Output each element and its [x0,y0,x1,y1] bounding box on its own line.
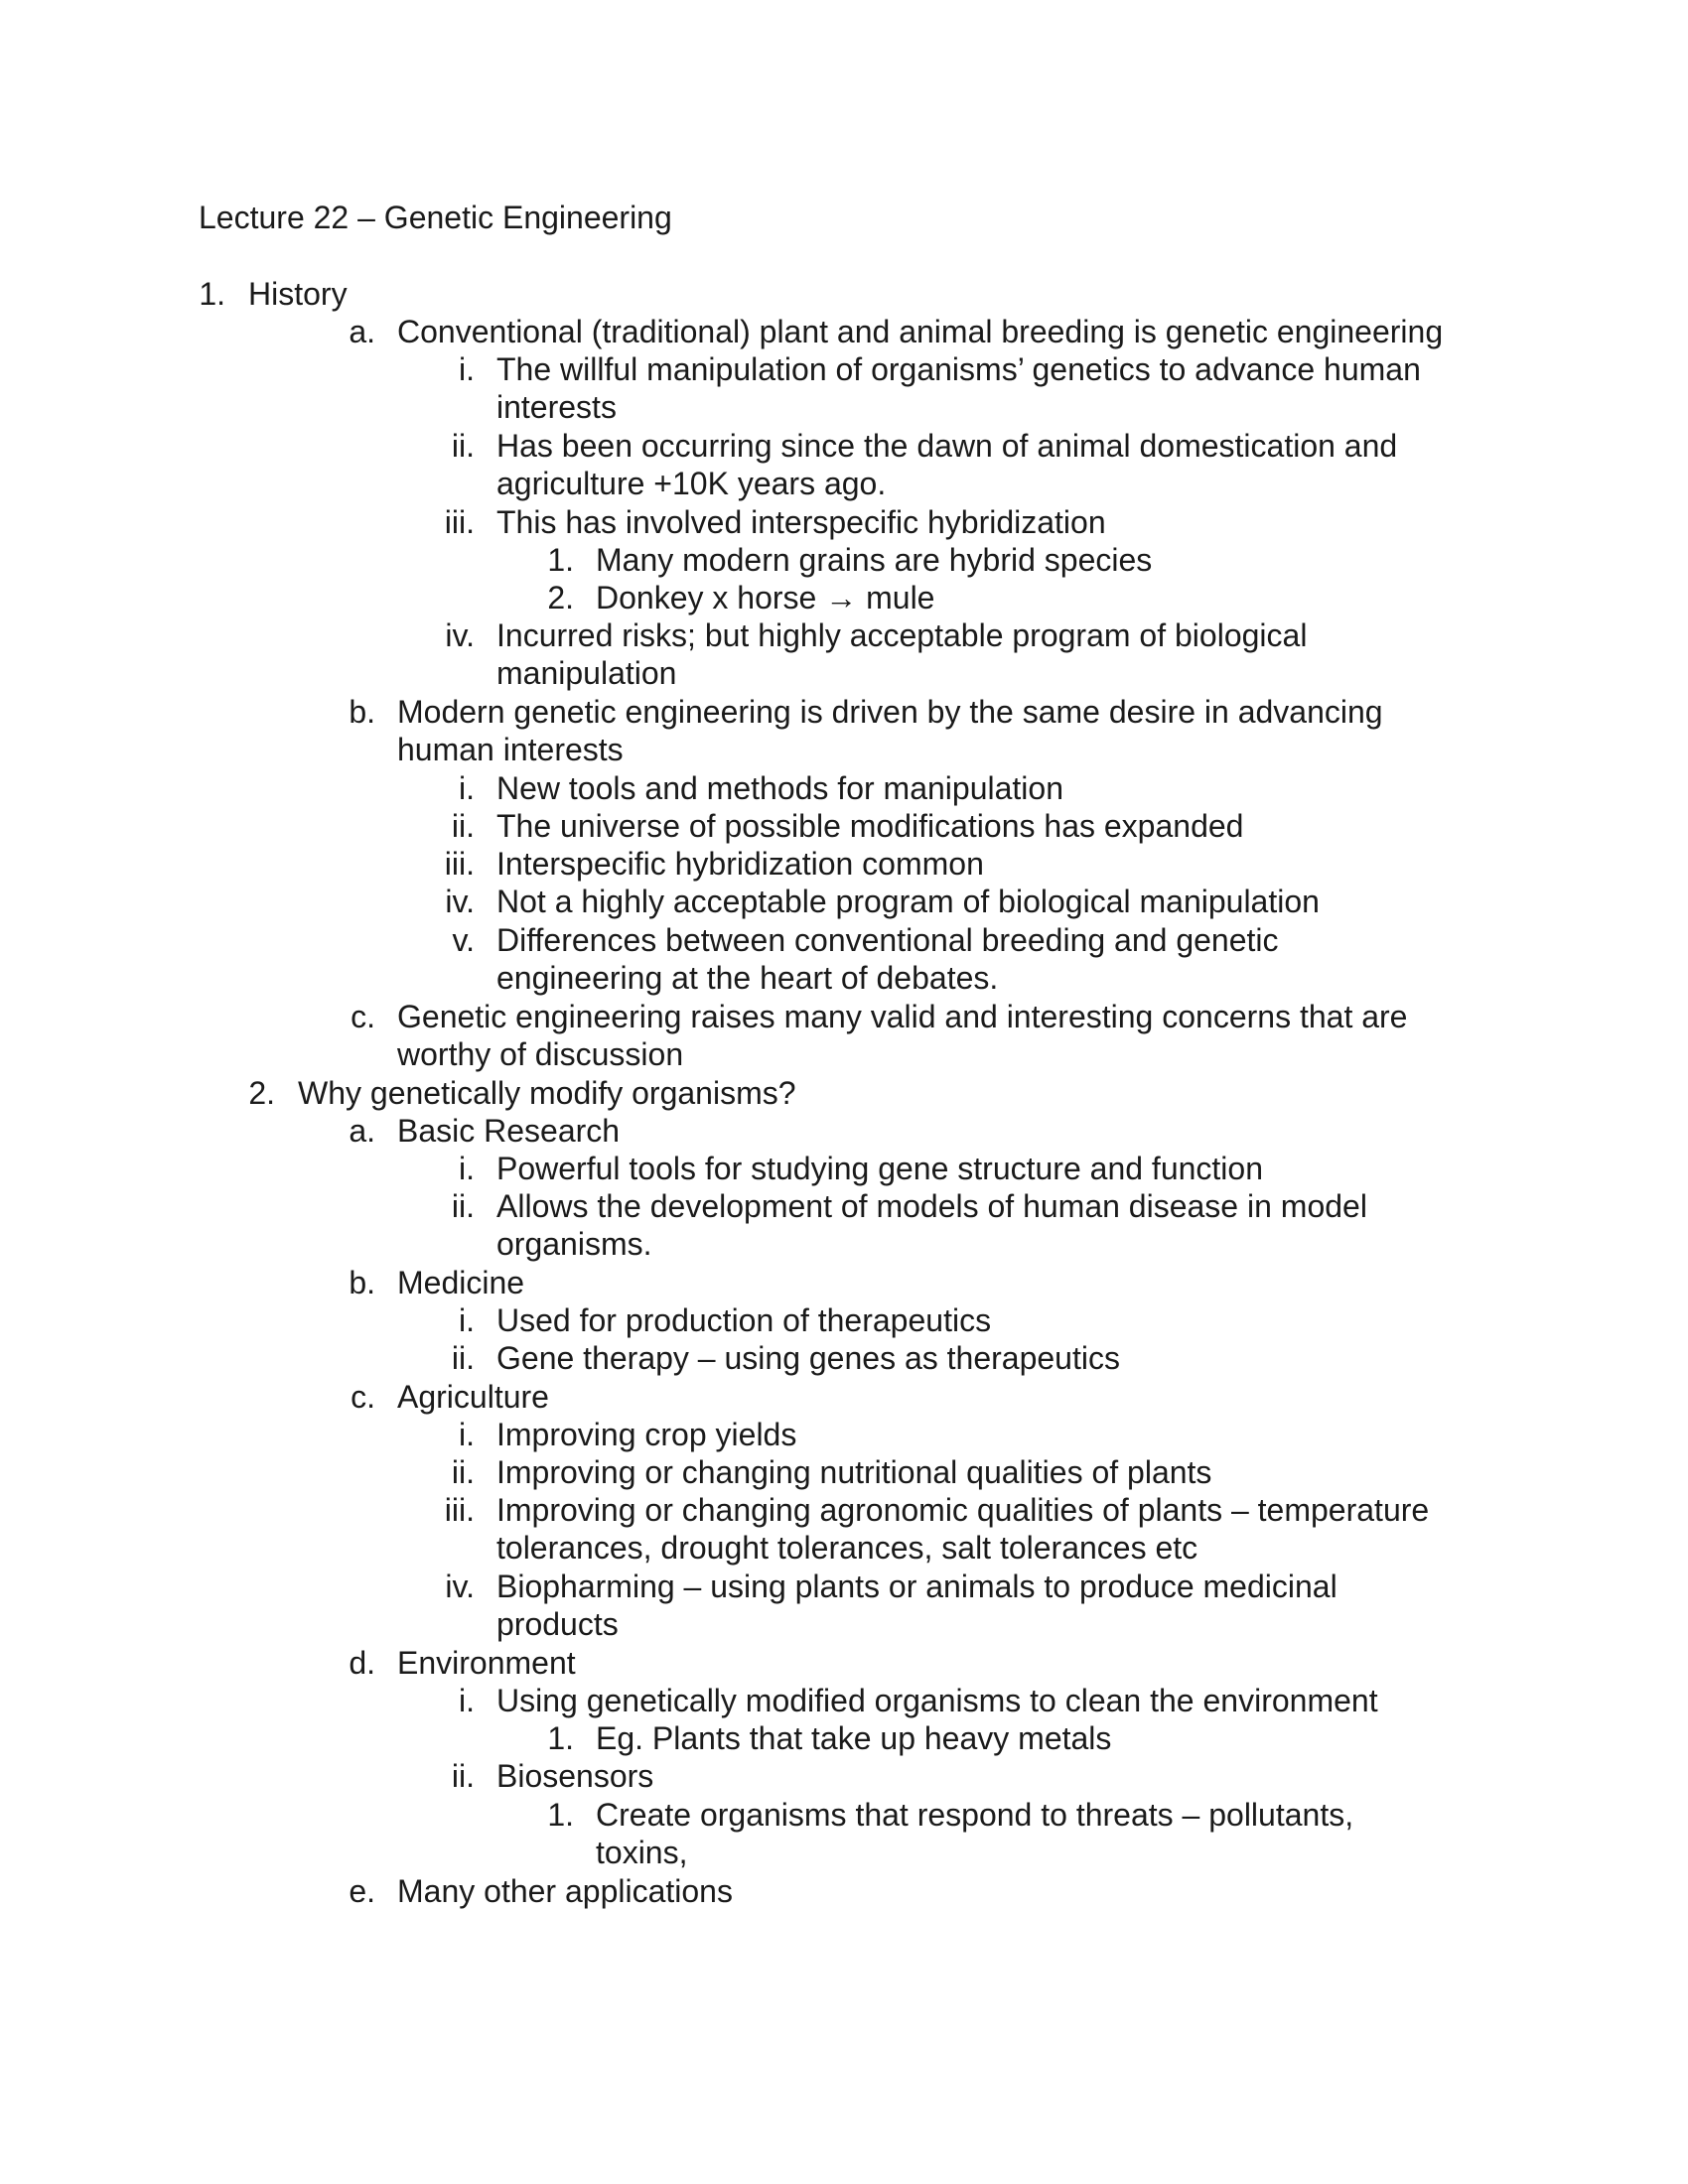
outline-item-text: manipulation [496,655,677,691]
outline-marker: c. [351,1379,375,1415]
outline-marker: ii. [451,808,475,844]
outline-item-text: Create organisms that respond to threats – pollutants, [596,1797,1354,1833]
outline-item-text: Biosensors [496,1758,654,1794]
outline-marker: i. [459,1151,475,1186]
outline-item-text: Why genetically modify organisms? [298,1075,796,1111]
outline-marker: 1. [547,1720,574,1756]
outline-item-text: tolerances, drought tolerances, salt tolerances etc [496,1530,1198,1566]
outline-marker: a. [349,1113,375,1149]
outline-item-text: Medicine [397,1265,525,1300]
outline-marker: iii. [444,1492,475,1528]
outline-marker: ii. [451,1340,475,1376]
outline-marker: i. [459,1302,475,1338]
outline-item-text: Conventional (traditional) plant and animal breeding is genetic engineering [397,314,1444,349]
outline-marker: i. [459,1683,475,1718]
outline-item-text: Genetic engineering raises many valid and interesting concerns that are [397,999,1408,1034]
outline-marker: i. [459,351,475,387]
outline-marker: v. [452,922,475,958]
outline-item-text: human interests [397,732,624,767]
outline-marker: iv. [445,617,475,653]
outline-item-text: Incurred risks; but highly acceptable program of biological [496,617,1308,653]
outline-item-text: Has been occurring since the dawn of animal domestication and [496,428,1398,464]
outline-marker: iii. [444,846,475,882]
outline-item-text: The willful manipulation of organisms’ genetics to advance human [496,351,1421,387]
outline-marker: iii. [444,504,475,540]
outline-item-text: Used for production of therapeutics [496,1302,992,1338]
outline-item-text: toxins, [596,1835,688,1870]
outline-marker: e. [349,1873,375,1909]
outline-item-text: Not a highly acceptable program of biological manipulation [496,884,1320,919]
outline-marker: 2. [547,580,574,615]
outline-marker: ii. [451,428,475,464]
outline-item-text: Improving crop yields [496,1417,797,1452]
outline-item-text: Environment [397,1645,576,1681]
outline-item-text: Many other applications [397,1873,733,1909]
outline-item-text: Interspecific hybridization common [496,846,984,882]
outline-marker: 1. [547,1797,574,1833]
outline-item-text: Improving or changing agronomic qualities of plants – temperature [496,1492,1430,1528]
outline-item-text: worthy of discussion [397,1036,684,1072]
outline-item-text: Biopharming – using plants or animals to produce medicinal [496,1569,1337,1604]
outline-item-text: Powerful tools for studying gene structure and function [496,1151,1263,1186]
outline-item-text: Eg. Plants that take up heavy metals [596,1720,1112,1756]
outline-marker: a. [349,314,375,349]
outline-marker: d. [349,1645,375,1681]
outline-item-text: Allows the development of models of human disease in model [496,1188,1367,1224]
outline-marker: i. [459,770,475,806]
outline-marker: iv. [445,884,475,919]
outline-item-text: History [248,276,348,312]
outline-item-text: Using genetically modified organisms to clean the environment [496,1683,1378,1718]
outline-item-text: Gene therapy – using genes as therapeutics [496,1340,1120,1376]
outline-item-text: Modern genetic engineering is driven by the same desire in advancing [397,694,1383,730]
page-title: Lecture 22 – Genetic Engineering [199,200,672,235]
outline-marker: 1. [547,542,574,578]
outline-marker: i. [459,1417,475,1452]
outline-marker: b. [349,694,375,730]
outline-marker: ii. [451,1758,475,1794]
outline-item-text: Donkey x horse → mule [596,580,935,615]
outline-item-text: Differences between conventional breeding and genetic [496,922,1279,958]
outline-marker: c. [351,999,375,1034]
outline-item-text: This has involved interspecific hybridization [496,504,1106,540]
outline-item-text: Basic Research [397,1113,621,1149]
outline-item-text: Agriculture [397,1379,549,1415]
outline-marker: ii. [451,1188,475,1224]
outline-item-text: Improving or changing nutritional qualities of plants [496,1454,1212,1490]
outline-marker: ii. [451,1454,475,1490]
outline-marker: iv. [445,1569,475,1604]
outline-item-text: New tools and methods for manipulation [496,770,1063,806]
outline-item-text: agriculture +10K years ago. [496,466,887,501]
outline-item-text: The universe of possible modifications has expanded [496,808,1244,844]
outline-item-text: organisms. [496,1226,652,1262]
outline-item-text: engineering at the heart of debates. [496,960,999,996]
outline-marker: 1. [199,276,225,312]
outline-marker: 2. [248,1075,275,1111]
outline-item-text: Many modern grains are hybrid species [596,542,1153,578]
outline-marker: b. [349,1265,375,1300]
outline-item-text: interests [496,389,617,425]
outline-item-text: products [496,1606,619,1642]
